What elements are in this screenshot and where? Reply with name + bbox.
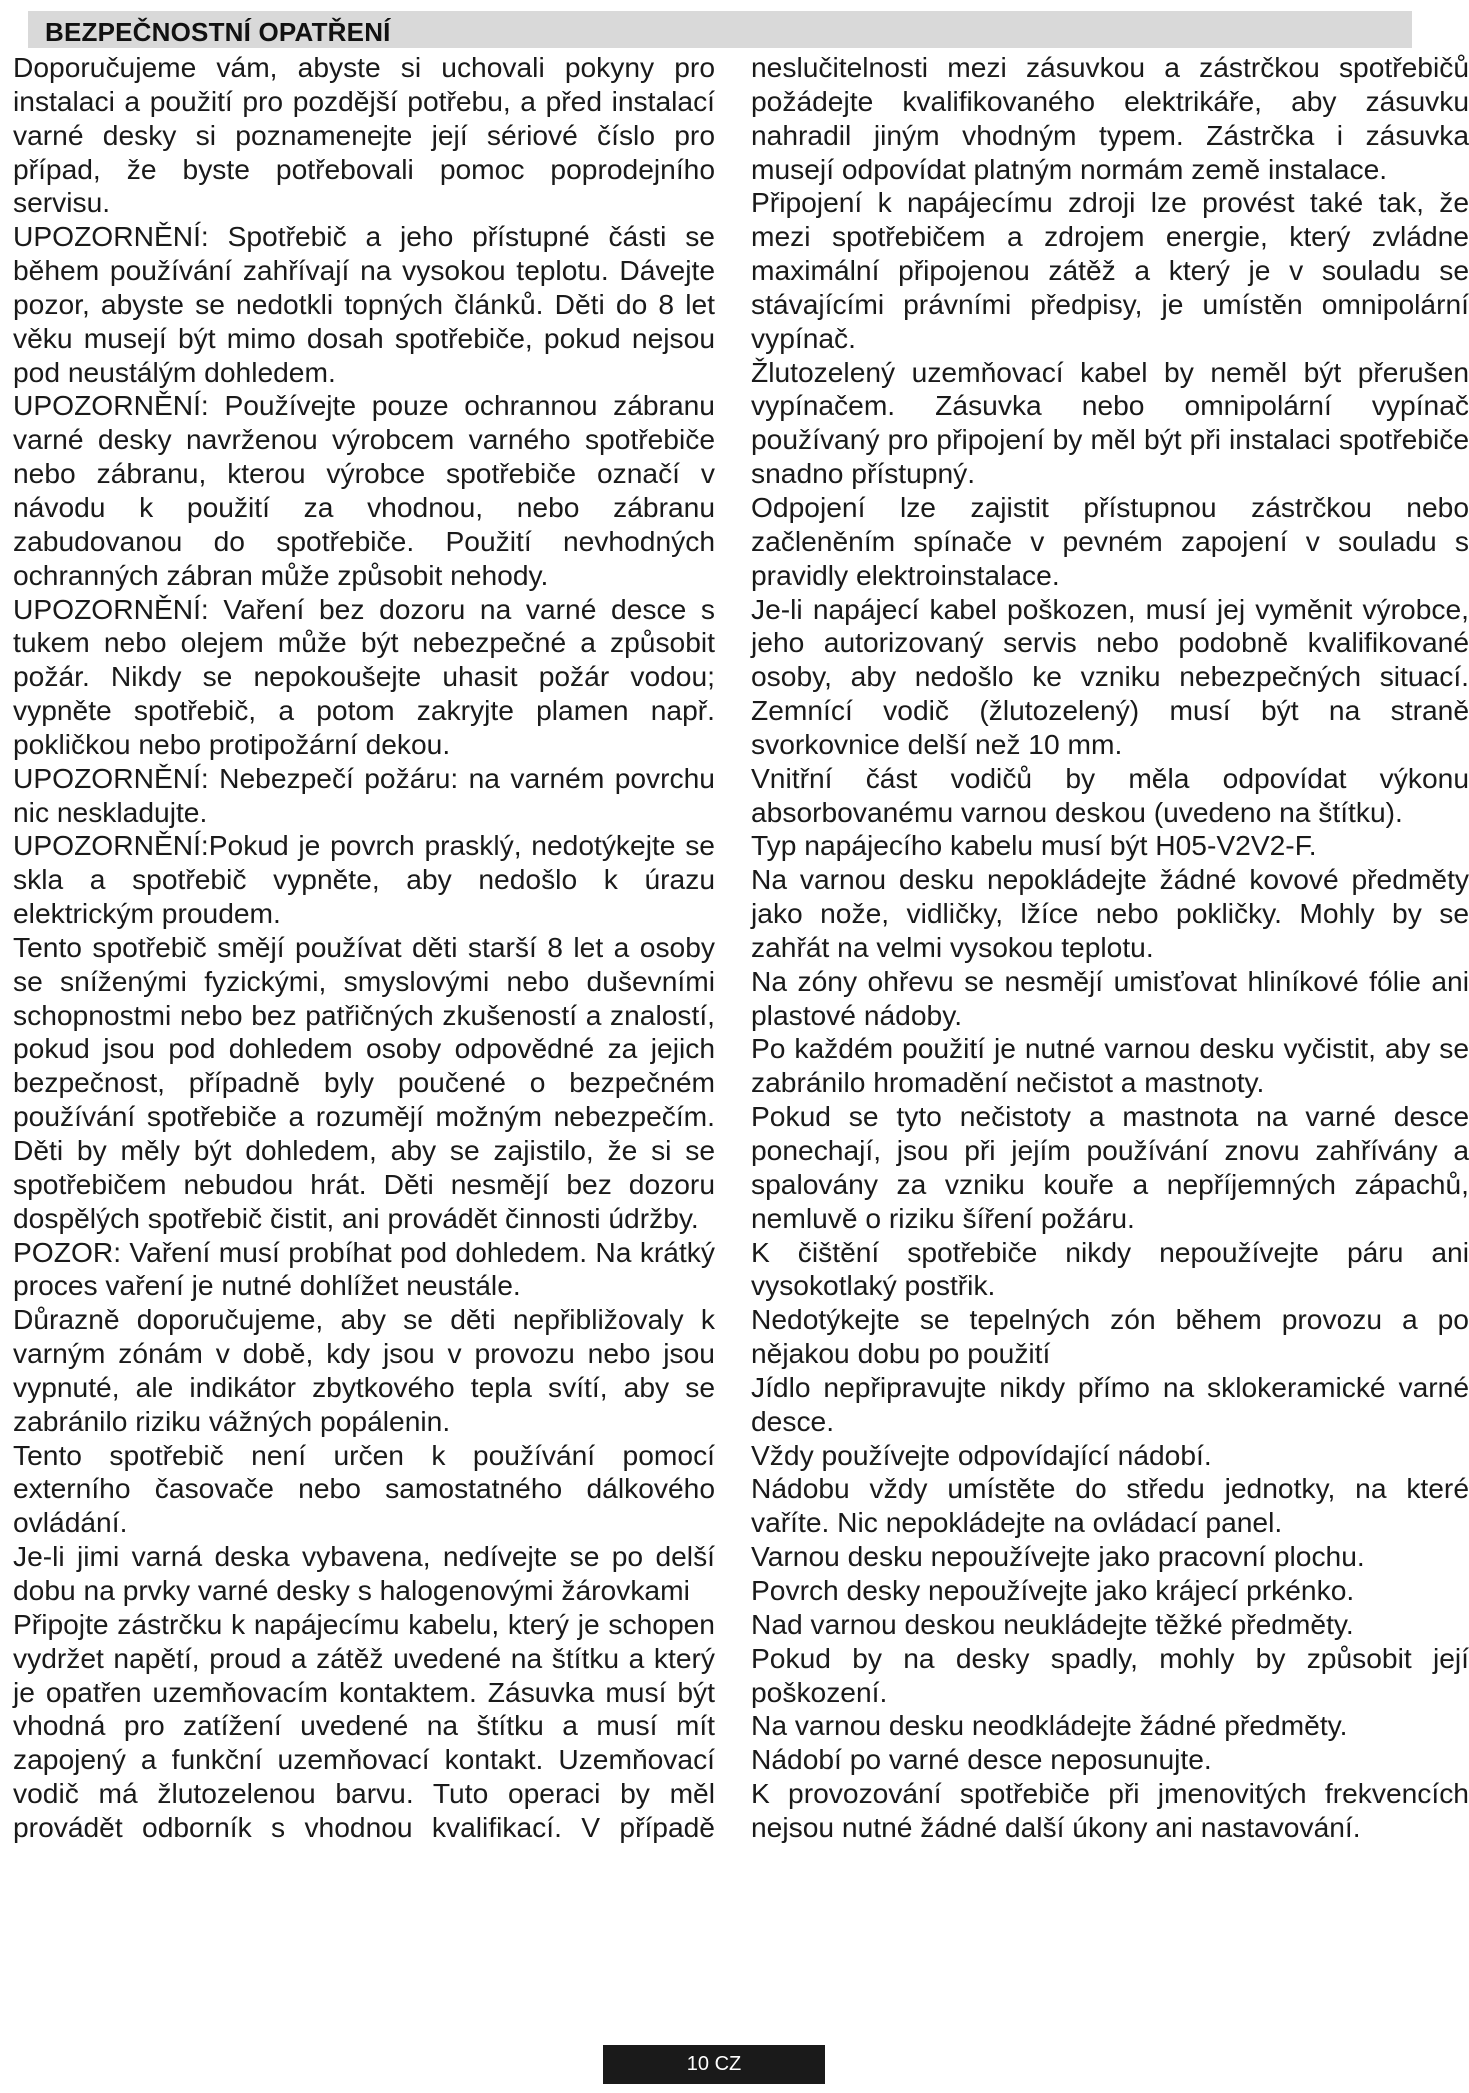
paragraph: Připojení k napájecímu zdroji lze provést také tak, že mezi spotřebičem a zdrojem energie, který zvládne maximální připojenou zátěž a který je v souladu se stávajícími právními předpisy, je umístěn omnipolární vypínač. xyxy=(751,186,1469,354)
paragraph: Nedotýkejte se tepelných zón během provozu a po nějakou dobu po použití xyxy=(751,1303,1469,1370)
paragraph: UPOZORNĚNÍ: Používejte pouze ochrannou zábranu varné desky navrženou výrobcem varného spotřebiče nebo zábranu, kterou výrobce spotřebiče označí v návodu k použití za vhodnou, nebo zábranu zabudovanou do spotřebiče. Použití nevhodných ochranných zábran může způsobit nehody. xyxy=(13,389,715,591)
right-text-column xyxy=(751,51,1469,1845)
paragraph: Nádobu vždy umístěte do středu jednotky, na které vaříte. Nic nepokládejte na ovládací panel. xyxy=(751,1472,1469,1539)
paragraph: Vždy používejte odpovídající nádobí. xyxy=(751,1438,1212,1471)
paragraph: Na varnou desku nepokládejte žádné kovové předměty jako nože, vidličky, lžíce nebo pokličky. Mohly by se zahřát na velmi vysokou teplotu. xyxy=(751,863,1469,963)
paragraph: Na varnou desku neodkládejte žádné předměty. xyxy=(751,1709,1348,1742)
paragraph: Je-li napájecí kabel poškozen, musí jej vyměnit výrobce, jeho autorizovaný servis nebo podobně kvalifikované osoby, aby nedošlo ke vzniku nebezpečných situací. Zemnící vodič (žlutozelený) musí být na straně svorkovnice delší než 10 mm. xyxy=(751,592,1469,760)
paragraph: Typ napájecího kabelu musí být H05-V2V2-F. xyxy=(751,829,1317,862)
paragraph: Nad varnou deskou neukládejte těžké předměty. xyxy=(751,1607,1354,1640)
left-text-column xyxy=(13,51,715,1845)
paragraph: Tento spotřebič smějí používat děti starší 8 let a osoby se sníženými fyzickými, smyslovými nebo duševními schopnostmi nebo bez patřičných zkušeností a znalostí, pokud jsou pod dohledem osoby odpovědné za jejich bezpečnost, případně byly poučené o bezpečném používání spotřebiče a rozumějí možným nebezpečím. Děti by měly být dohledem, aby se zajistilo, že si se spotřebičem nebudou hrát. Děti nesmějí bez dozoru dospělých spotřebič čistit, ani provádět činnosti údržby. xyxy=(13,930,715,1234)
paragraph: UPOZORNĚNÍ:Pokud je povrch prasklý, nedotýkejte se skla a spotřebič vypněte, aby nedošlo k úrazu elektrickým proudem. xyxy=(13,829,715,930)
paragraph: Pokud se tyto nečistoty a mastnota na varné desce ponechají, jsou při jejím používání znovu zahřívány a spalovány za vzniku kouře a nepříjemných zápachů, nemluvě o riziku šíření požáru. xyxy=(751,1100,1469,1234)
paragraph: Na zóny ohřevu se nesmějí umisťovat hliníkové fólie ani plastové nádoby. xyxy=(751,964,1469,1031)
page-number: 10 CZ xyxy=(686,2053,742,2075)
paragraph: K provozování spotřebiče při jmenovitých frekvencích nejsou nutné žádné další úkony ani nastavování. xyxy=(751,1777,1469,1843)
paragraph: Doporučujeme vám, abyste si uchovali pokyny pro instalaci a použití pro pozdější potřebu, a před instalací varné desky si poznamenejte její sériové číslo pro případ, že byste potřebovali pomoc poprodejního servisu. xyxy=(13,51,715,219)
paragraph: UPOZORNĚNÍ: Vaření bez dozoru na varné desce s tukem nebo olejem může být nebezpečné a způsobit požár. Nikdy se nepokoušejte uhasit požár vodou; vypněte spotřebič, a potom zakryjte plamen např. pokličkou nebo protipožární dekou. xyxy=(13,592,715,760)
paragraph: POZOR: Vaření musí probíhat pod dohledem. Na krátký proces vaření je nutné dohlížet neustále. xyxy=(13,1235,715,1302)
paragraph: Varnou desku nepoužívejte jako pracovní plochu. xyxy=(751,1540,1365,1573)
paragraph: Jídlo nepřipravujte nikdy přímo na sklokeramické varné desce. xyxy=(751,1370,1469,1437)
paragraph: Odpojení lze zajistit přístupnou zástrčkou nebo začleněním spínače v pevném zapojení v souladu s pravidly elektroinstalace. xyxy=(751,490,1469,591)
section-header-bar xyxy=(28,11,1412,48)
paragraph: UPOZORNĚNÍ: Spotřebič a jeho přístupné části se během používání zahřívají na vysokou teplotu. Dávejte pozor, abyste se nedotkli topných článků. Děti do 8 let věku musejí být mimo dosah spotřebiče, pokud nejsou pod neustálým dohledem. xyxy=(13,220,715,388)
paragraph: Povrch desky nepoužívejte jako krájecí prkénko. xyxy=(751,1573,1355,1606)
paragraph: Je-li jimi varná deska vybavena, nedívejte se po delší dobu na prvky varné desky s halogenovými žárovkami xyxy=(13,1540,715,1606)
paragraph: Žlutozelený uzemňovací kabel by neměl být přerušen vypínačem. Zásuvka nebo omnipolární vypínač používaný pro připojení by měl být při instalaci spotřebiče snadno přístupný. xyxy=(751,355,1469,490)
paragraph: Po každém použití je nutné varnou desku vyčistit, aby se zabránilo hromadění nečistot a mastnoty. xyxy=(751,1032,1469,1099)
paragraph: Pokud by na desky spadly, mohly by způsobit její poškození. xyxy=(751,1641,1469,1708)
paragraph: UPOZORNĚNÍ: Nebezpečí požáru: na varném povrchu nic neskladujte. xyxy=(13,761,715,828)
paragraph: neslučitelnosti mezi zásuvkou a zástrčkou spotřebičů požádejte kvalifikovaného elektrikáře, aby zásuvku nahradil jiným vhodným typem. Zástrčka i zásuvka musejí odpovídat platným normám země instalace. xyxy=(751,51,1469,185)
paragraph: Nádobí po varné desce neposunujte. xyxy=(751,1743,1212,1776)
paragraph: Tento spotřebič není určen k používání pomocí externího časovače nebo samostatného dálkového ovládání. xyxy=(13,1438,715,1539)
section-title: BEZPEČNOSTNÍ OPATŘENÍ xyxy=(45,17,391,47)
page-number-badge xyxy=(603,2045,825,2084)
paragraph: K čištění spotřebiče nikdy nepoužívejte páru ani vysokotlaký postřik. xyxy=(751,1235,1469,1302)
paragraph: Vnitřní část vodičů by měla odpovídat výkonu absorbovanému varnou deskou (uvedeno na štítku). xyxy=(751,761,1469,828)
paragraph: Důrazně doporučujeme, aby se děti nepřibližovaly k varným zónám v době, kdy jsou v provozu nebo jsou vypnuté, ale indikátor zbytkového tepla svítí, aby se zabránilo riziku vážných popálenin. xyxy=(13,1303,715,1437)
paragraph: Připojte zástrčku k napájecímu kabelu, který je schopen vydržet napětí, proud a zátěž uvedené na štítku a který je opatřen uzemňovacím kontaktem. Zásuvka musí být vhodná pro zatížení uvedené na štítku a musí mít zapojený a funkční uzemňovací kontakt. Uzemňovací vodič má žlutozelenou barvu. Tuto operaci by měl provádět odborník s vhodnou kvalifikací. V případě xyxy=(13,1607,715,1843)
